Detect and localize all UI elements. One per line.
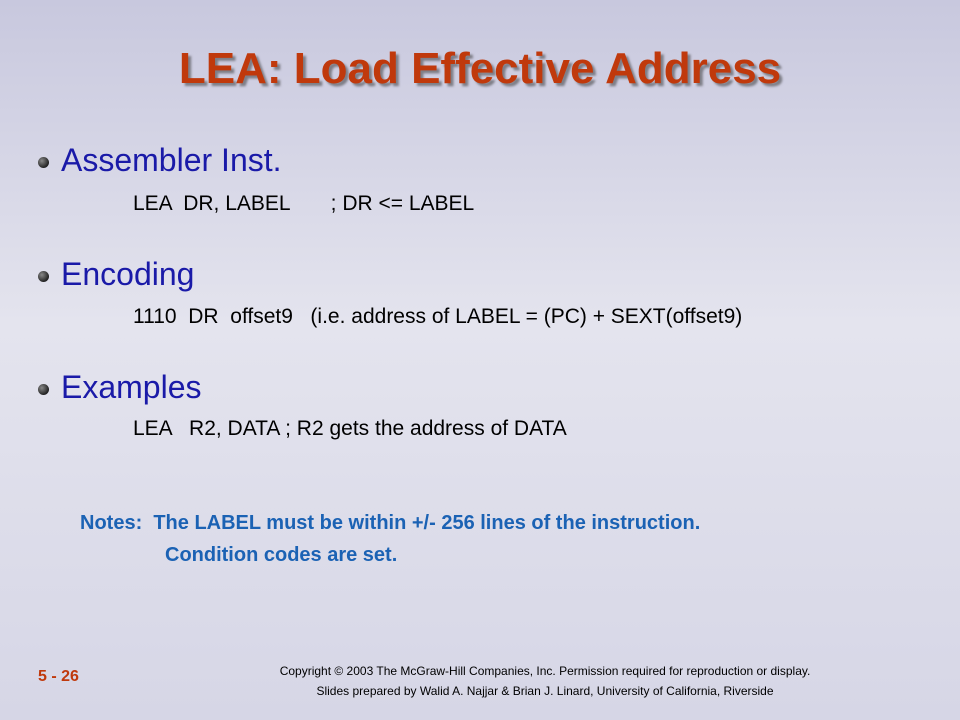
bullet-dot-icon xyxy=(38,271,49,282)
bullet-detail: LEA DR, LABEL ; DR <= LABEL xyxy=(133,192,475,215)
slide-number: 5 - 26 xyxy=(38,668,79,685)
bullet-assembler xyxy=(38,142,282,179)
bullet-dot-icon xyxy=(38,157,49,168)
slide-title: LEA: Load Effective Address xyxy=(178,44,782,93)
bullet-detail: LEA R2, DATA ; R2 gets the address of DATA xyxy=(133,417,567,440)
bullet-encoding xyxy=(38,256,194,293)
copyright-text: Copyright © 2003 The McGraw-Hill Companies, Inc. Permission required for reproduction or display. xyxy=(279,664,811,678)
bullet-dot-icon xyxy=(38,384,49,395)
bullet-detail: 1110 DR offset9 (i.e. address of LABEL = (PC) + SEXT(offset9) xyxy=(133,305,743,328)
bullet-heading: Encoding xyxy=(61,256,195,292)
notes-line-2: Condition codes are set. xyxy=(165,544,398,566)
credits-text: Slides prepared by Walid A. Najjar & Brian J. Linard, University of California, Riverside xyxy=(316,684,774,698)
bullet-heading: Examples xyxy=(61,369,202,405)
bullet-heading: Assembler Inst. xyxy=(61,142,282,178)
notes-line-1: Notes: The LABEL must be within +/- 256 lines of the instruction. xyxy=(80,512,701,534)
bullet-examples xyxy=(38,369,202,406)
